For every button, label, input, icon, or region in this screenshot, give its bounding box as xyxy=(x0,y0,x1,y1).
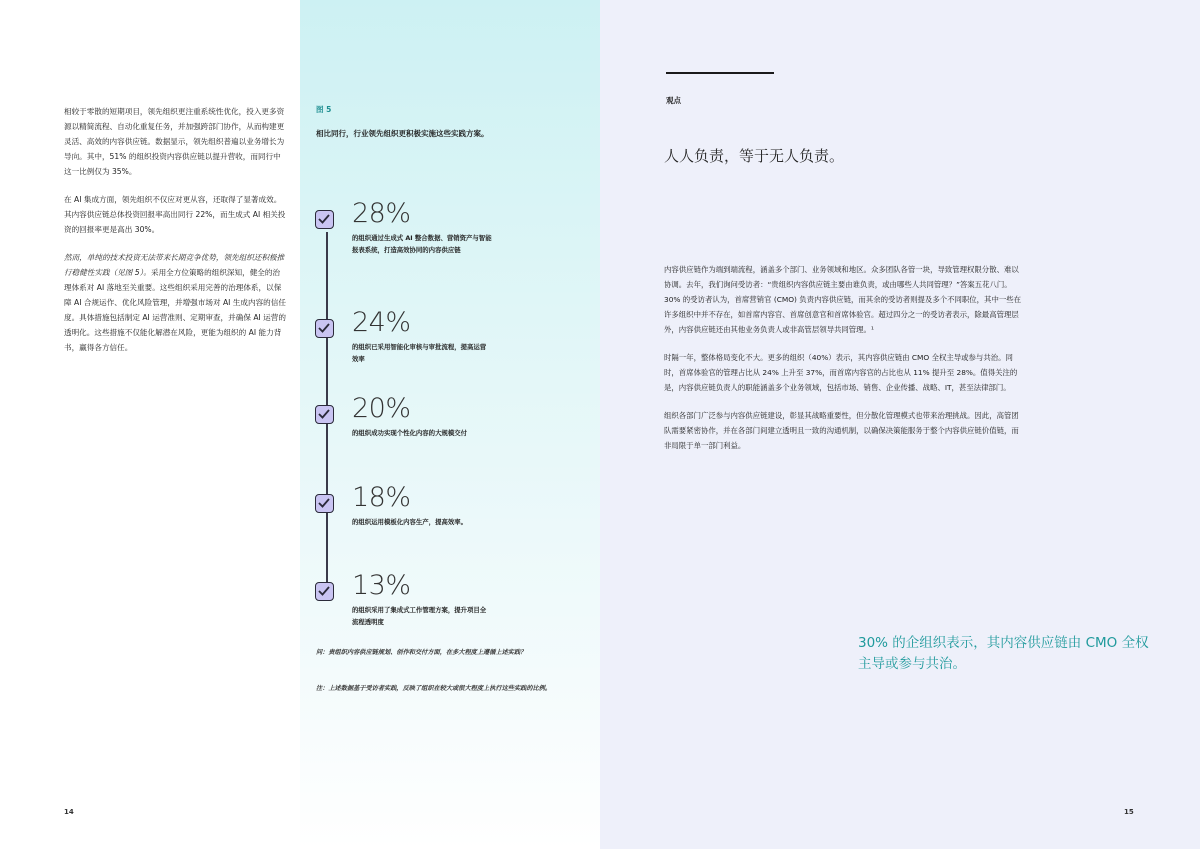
pull-quote: 30% 的企组织表示，其内容供应链由 CMO 全权主导或参与共治。 xyxy=(858,635,1149,672)
right-body-text xyxy=(664,262,1024,466)
stat-value: 28% xyxy=(352,198,411,229)
left-paragraph-3 xyxy=(64,250,286,355)
left-paragraph-2: 在 AI 集成方面，领先组织不仅应对更从容，还取得了显著成效。其内容供应链总体投资回报率高出同行 22%，而生成式 AI 相关投资的回报率更是高出 30%。 xyxy=(64,195,286,234)
italic-lead: 然而，单纯的技术投资无法带来长期竞争优势，领先组织还积极推行稳健性实践（见图 5）。 xyxy=(64,253,285,277)
section-rule xyxy=(666,72,774,74)
stat-description: 的组织运用模板化内容生产，提高效率。 xyxy=(352,518,468,526)
page-number-right: 15 xyxy=(1124,808,1134,816)
stat-value: 13% xyxy=(352,570,411,601)
figure-label: 图 5 xyxy=(316,105,332,114)
stat-value: 18% xyxy=(352,482,411,513)
checkbox-icon xyxy=(315,405,334,424)
stat-description: 的组织采用了集成式工作管理方案，提升项目全流程透明度 xyxy=(352,606,487,626)
right-paragraph-1: 内容供应链作为端到端流程，涵盖多个部门、业务领域和地区。众多团队各管一块，导致管理权限分散、难以协调。去年，我们询问受访者：“贵组织内容供应链主要由谁负责，或由哪些人共同管理？”答案五花八门。30% 的受访者认为，首席营销官 (CMO) 负责内容供应链，而其余的受访者则提及多个不同职位，其中一些在许多组织中并不存在，如首席内容官、首席创意官和首席体验官。超过四分之一的受访者表示，除最高管理层外，内容供应链还由其他业务负责人或非高管层领导共同管理。¹ xyxy=(664,265,1022,334)
stat-description: 的组织通过生成式 AI 整合数据、营销资产与智能报表系统，打造高效协同的内容供应链 xyxy=(352,234,492,254)
checkbox-icon xyxy=(315,582,334,601)
figure-note: 注：上述数据基于受访者实践，反映了组织在较大或很大程度上执行这些实践的比例。 xyxy=(316,685,552,692)
stat-value: 20% xyxy=(352,393,411,424)
page-number-left: 14 xyxy=(64,808,74,816)
page-headline: 人人负责，等于无人负责。 xyxy=(664,147,845,165)
right-paragraph-3: 组织各部门广泛参与内容供应链建设，彰显其战略重要性，但分散化管理模式也带来治理挑战。因此，高管团队需要紧密协作，并在各部门间建立透明且一致的沟通机制，以确保决策能服务于整个内容供应链价值链，而非局限于单一部门利益。 xyxy=(664,411,1019,450)
checkbox-icon xyxy=(315,210,334,229)
left-paragraph-3-rest: 采用全方位策略的组织深知，健全的治理体系对 AI 落地至关重要。这些组织采用完善的治理体系，以保障 AI 合规运作、优化风险管理，并增强市场对 AI 生成内容的信任度。具体措施包括制定 AI 运营准则、定期审查，并确保 AI 运营的透明化。这些措施不仅能化解潜在风险，更能为组织的 AI 能力背书，赢得各方信任。 xyxy=(64,268,286,352)
section-label: 观点 xyxy=(666,96,681,105)
stat-description: 的组织已采用智能化审核与审批流程，提高运营效率 xyxy=(352,343,487,363)
left-body-text xyxy=(64,104,286,368)
stat-description: 的组织成功实现个性化内容的大规模交付 xyxy=(352,429,468,437)
figure-title: 相比同行，行业领先组织更积极实施这些实践方案。 xyxy=(316,129,489,138)
stat-value: 24% xyxy=(352,307,411,338)
checkbox-icon xyxy=(315,494,334,513)
left-paragraph-1: 相较于零散的短期项目，领先组织更注重系统性优化，投入更多资源以精简流程、自动化重复任务，并加强跨部门协作，从而构建更灵活、高效的内容供应链。数据显示，领先组织普遍以业务增长为导向。其中，51% 的组织投资内容供应链以提升营收，而同行中这一比例仅为 35%。 xyxy=(64,107,285,176)
checkbox-icon xyxy=(315,319,334,338)
right-paragraph-2: 时隔一年，整体格局变化不大。更多的组织（40%）表示，其内容供应链由 CMO 全权主导或参与共治。同时，首席体验官的管理占比从 24% 上升至 37%，而首席内容官的占比也从 11% 提升至 28%。值得关注的是，内容供应链负责人的职能涵盖多个业务领域，包括市场、销售、企业传播、战略、IT，甚至法律部门。 xyxy=(664,353,1018,392)
figure-question: 问：贵组织内容供应链规划、创作和交付方面，在多大程度上遵循上述实践？ xyxy=(316,649,527,656)
